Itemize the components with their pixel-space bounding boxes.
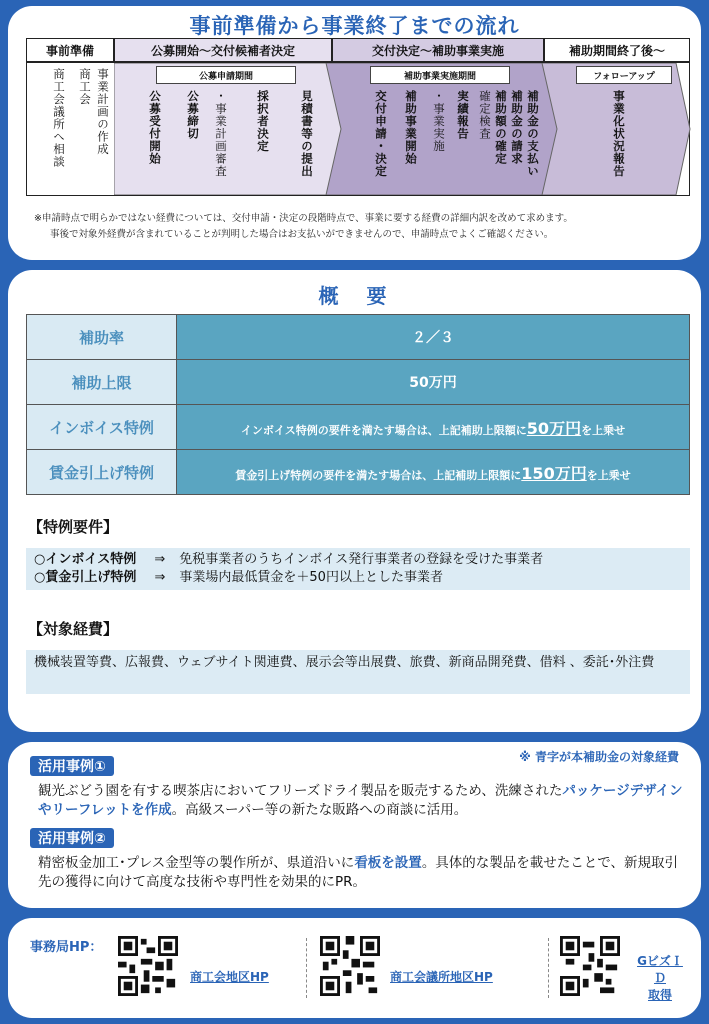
expense-heading: 【対象経費】	[28, 620, 119, 638]
stage-after: 補助期間終了後～	[544, 38, 690, 62]
exec-col: ・事業実施	[432, 90, 446, 153]
row-value: ２／３	[177, 315, 690, 360]
stage-exec: 交付決定～補助事業実施	[332, 38, 544, 62]
prep-col: 商工会議所へ相談	[52, 68, 66, 168]
case2-highlight: 看板を設置	[354, 855, 422, 871]
exec-col: 補助金の請求	[510, 90, 524, 165]
exec-col: 実績報告	[456, 90, 470, 140]
row-value: 賃金引上げ特例の要件を満たす場合は、上記補助上限額に150万円を上乗せ	[177, 450, 690, 495]
sub-label-apply: 公募申請期間	[156, 66, 296, 84]
stage-prep: 事前準備	[26, 38, 114, 62]
exec-col: 補助金の支払い	[526, 90, 540, 178]
links-panel	[8, 918, 701, 1018]
table-row	[27, 450, 690, 495]
special-heading: 【特例要件】	[28, 518, 119, 536]
overview-panel	[8, 270, 701, 732]
special-list	[26, 548, 690, 590]
sub-label-follow: フォローアップ	[576, 66, 672, 84]
exec-col: 交付申請・決定	[374, 90, 388, 178]
amount-highlight: 50万円	[526, 418, 582, 438]
row-label: 賃金引上げ特例	[27, 450, 177, 495]
stage-apply: 公募開始～交付候補者決定	[114, 38, 332, 62]
overview-table	[26, 314, 690, 495]
cases-note: ※ 青字が本補助金の対象経費	[519, 750, 679, 764]
cases-panel	[8, 742, 701, 908]
row-label: 補助率	[27, 315, 177, 360]
table-row	[27, 405, 690, 450]
list-item: ○インボイス特例 ⇒ 免税事業者のうちインボイス発行事業者の登録を受けた事業者	[34, 552, 544, 567]
case2-tag: 活用事例②	[30, 828, 114, 848]
link-shokokai[interactable]: 商工会地区HP	[190, 970, 269, 984]
apply-col: 公募受付開始	[148, 90, 162, 165]
link-shokokaigisho[interactable]: 商工会議所地区HP	[390, 970, 493, 984]
row-value: インボイス特例の要件を満たす場合は、上記補助上限額に50万円を上乗せ	[177, 405, 690, 450]
expense-text: 機械装置等費、広報費、ウェブサイト関連費、展示会等出展費、旅費、新商品開発費、借料 、委託･外注費	[26, 650, 690, 694]
apply-col: 見積書等の提出	[300, 90, 314, 178]
flow-panel	[8, 6, 701, 260]
apply-col: 採択者決定	[256, 90, 270, 153]
qr-code-icon[interactable]	[560, 936, 620, 996]
case1-text: 観光ぶどう園を有する喫茶店においてフリーズドライ製品を販売するため、洗練されたパッケージデザインやリーフレットを作成。高級スーパー等の新たな販路への商談に活用。	[38, 783, 683, 818]
prep-col: 商工会	[78, 68, 92, 106]
flow-note: 事後で対象外経費が含まれていることが判明した場合はお支払いができませんので、申請時点でよくご確認ください。	[50, 229, 554, 240]
link-gbizid[interactable]: GビズＩＤ 取得	[637, 954, 683, 1002]
table-row	[27, 315, 690, 360]
case2-text: 精密板金加工･プレス金型等の製作所が、県道沿いに看板を設置。具体的な製品を載せたことで、新規取引先の獲得に向けて高度な技術や専門性を効果的にPR。	[38, 855, 679, 890]
case1-highlight: パッケージデザインやリーフレットを作成	[38, 783, 683, 818]
divider	[306, 938, 307, 998]
sub-label-exec: 補助事業実施期間	[370, 66, 510, 84]
apply-col: ・事業計画審査	[214, 90, 228, 178]
exec-col: 確定検査	[478, 90, 492, 140]
flow-title: 事前準備から事業終了までの流れ	[189, 14, 520, 38]
flow-note: ※申請時点で明らかではない経費については、交付申請・決定の段階時点で、事業に要する経費の詳細内訳を改めて求めます。	[34, 213, 573, 224]
divider	[548, 938, 549, 998]
qr-code-icon[interactable]	[320, 936, 380, 996]
case1-tag: 活用事例①	[30, 756, 114, 776]
qr-code-icon[interactable]	[118, 936, 178, 996]
row-label: 補助上限	[27, 360, 177, 405]
prep-col: 事業計画の作成	[96, 68, 110, 156]
row-value: 50万円	[177, 360, 690, 405]
list-item: ○賃金引上げ特例 ⇒ 事業場内最低賃金を＋50円以上とした事業者	[34, 570, 443, 585]
row-label: インボイス特例	[27, 405, 177, 450]
amount-highlight: 150万円	[521, 463, 587, 483]
hp-label: 事務局HP：	[30, 940, 103, 955]
follow-col: 事業化状況報告	[612, 90, 626, 178]
exec-col: 補助事業開始	[404, 90, 418, 165]
apply-col: 公募締切	[186, 90, 200, 140]
table-row	[27, 360, 690, 405]
exec-col: 補助額の確定	[494, 90, 508, 165]
overview-title: 概 要	[318, 284, 391, 308]
